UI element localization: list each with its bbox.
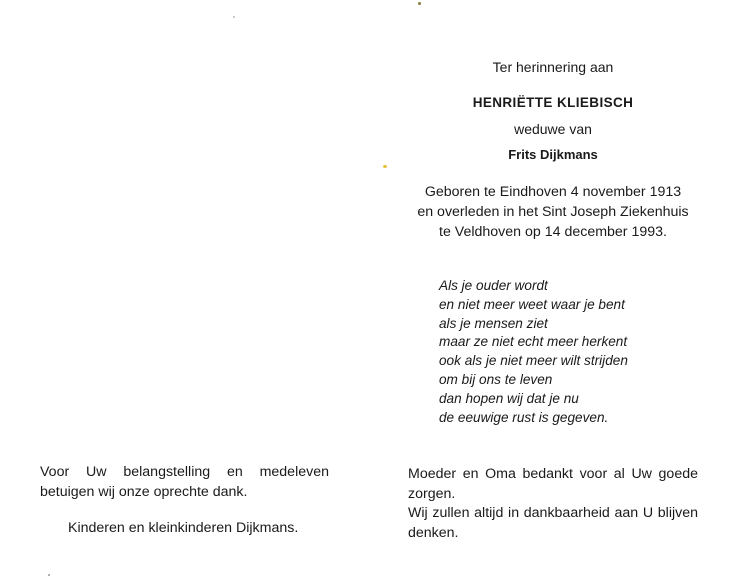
- memorial-heading: Ter herinnering aan: [492, 59, 614, 75]
- deceased-name: HENRIËTTE KLIEBISCH: [472, 95, 634, 110]
- poem-line: ook als je niet meer wilt strijden: [439, 353, 628, 369]
- family-signature: Kinderen en kleinkinderen Dijkmans.: [68, 520, 299, 536]
- poem-line: om bij ons te leven: [439, 371, 553, 387]
- death-place-line: te Veldhoven op 14 december 1993.: [439, 224, 667, 240]
- scan-speck: [48, 574, 50, 576]
- birth-line: Geboren te Eindhoven 4 november 1913: [424, 184, 682, 200]
- death-line: en overleden in het Sint Joseph Ziekenhuis: [417, 204, 689, 220]
- poem-line: Als je ouder wordt: [439, 278, 548, 293]
- poem-line: en niet meer weet waar je bent: [439, 296, 625, 312]
- poem-line: de eeuwige rust is gegeven.: [439, 409, 609, 425]
- thanks-care-paragraph: Moeder en Oma bedankt voor al Uw goede zorgen.: [408, 466, 698, 502]
- poem-line: als je mensen ziet: [439, 315, 548, 331]
- thanks-message-left: Voor Uw belangstelling en medeleven betuigen wij onze oprechte dank.: [40, 464, 329, 500]
- scan-speck: [233, 16, 235, 18]
- poem-line: dan hopen wij dat je nu: [439, 390, 579, 406]
- thanks-message-right: [408, 465, 698, 543]
- poem: [439, 277, 628, 427]
- scan-speck: [418, 2, 421, 5]
- scan-speck: [383, 165, 387, 168]
- gratitude-paragraph: Wij zullen altijd in dankbaarheid aan U blijven denken.: [408, 505, 698, 541]
- husband-name: Frits Dijkmans: [508, 147, 598, 162]
- birth-death-details: [408, 182, 698, 242]
- widow-of-label: weduwe van: [514, 121, 592, 137]
- poem-line: maar ze niet echt meer herkent: [439, 334, 628, 350]
